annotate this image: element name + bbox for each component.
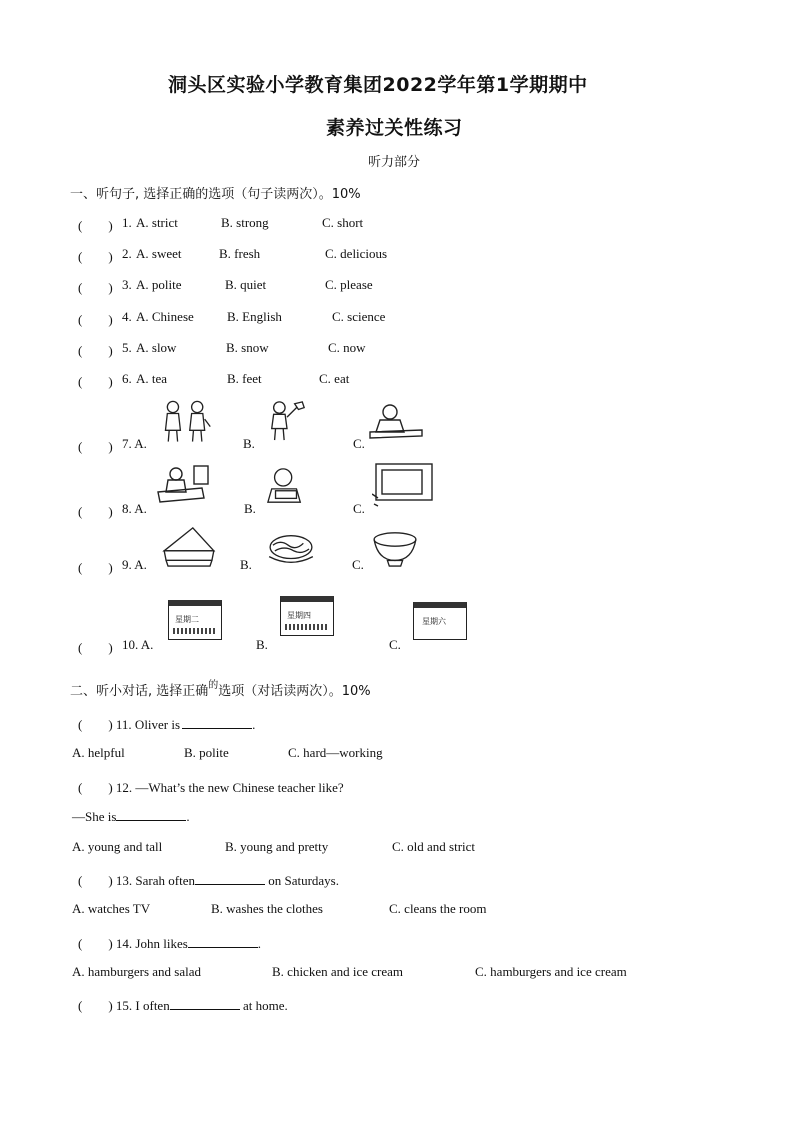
- sandwich-picture: [160, 526, 218, 568]
- question-number: 3.: [122, 277, 132, 292]
- calendar-label: 星期二: [175, 615, 199, 624]
- boy-at-desk-picture: [368, 402, 424, 442]
- answer-text: —She is: [72, 809, 117, 824]
- page-title: 洞头区实验小学教育集团2022学年第1学期期中: [168, 74, 588, 96]
- section-2-heading-mark: 的: [208, 680, 219, 691]
- question-text: ( ) 15. I often: [78, 998, 170, 1013]
- boy-cleaning-picture: [262, 466, 310, 506]
- calendar-picture: [413, 602, 467, 640]
- option-b: B. fresh: [219, 246, 261, 261]
- option-b: B.: [243, 436, 255, 451]
- option-c: C. now: [328, 340, 366, 355]
- two-girls-picture: [158, 398, 214, 444]
- noodles-picture: [264, 530, 318, 568]
- option-c: C. cleans the room: [389, 901, 487, 916]
- option-a: A. helpful: [72, 745, 125, 760]
- question-number: 7. A.: [122, 436, 147, 451]
- answer-bracket[interactable]: ( ): [78, 439, 113, 454]
- question-11-stem: ( ) 11. Oliver is .: [78, 717, 256, 732]
- calendar-label: 星期六: [422, 617, 446, 626]
- question-text-tail: at home.: [242, 998, 288, 1013]
- option-a: A. hamburgers and salad: [72, 964, 202, 979]
- answer-bracket[interactable]: ( ): [78, 280, 113, 295]
- answer-blank[interactable]: [116, 808, 186, 821]
- question-number: 2.: [122, 246, 132, 261]
- answer-bracket[interactable]: ( ): [78, 343, 113, 358]
- option-a: A. tea: [136, 371, 168, 386]
- option-c: C. hard—working: [288, 745, 383, 760]
- question-12-stem: ( ) 12. —What’s the new Chinese teacher like?: [78, 780, 344, 795]
- answer-bracket[interactable]: ( ): [78, 218, 113, 233]
- question-number: 9. A.: [122, 557, 147, 572]
- answer-bracket[interactable]: ( ): [78, 249, 113, 264]
- option-a: A. young and tall: [72, 839, 163, 854]
- option-c: C. eat: [319, 371, 350, 386]
- answer-bracket[interactable]: ( ): [78, 312, 113, 327]
- option-c: C.: [389, 637, 401, 652]
- answer-blank[interactable]: [188, 935, 258, 948]
- answer-bracket[interactable]: ( ): [78, 640, 113, 655]
- question-15-stem: [78, 995, 288, 1014]
- calendar-label: 星期四: [287, 611, 311, 620]
- option-c: C. delicious: [325, 246, 388, 261]
- option-b: B. feet: [227, 371, 262, 386]
- option-a: A. watches TV: [72, 901, 151, 916]
- option-a: A. Chinese: [136, 309, 194, 324]
- page-subtitle: 素养过关性练习: [326, 117, 463, 139]
- option-c: C. short: [322, 215, 364, 230]
- option-c: C.: [353, 501, 365, 516]
- answer-blank[interactable]: [170, 997, 240, 1010]
- option-c: C.: [353, 436, 365, 451]
- question-12-answer: —She is .: [72, 809, 190, 824]
- question-number: 5.: [122, 340, 132, 355]
- question-number: 1.: [122, 215, 132, 230]
- section-2-heading-pre: 二、听小对话, 选择正确: [70, 684, 209, 699]
- tv-picture: [372, 462, 434, 512]
- option-a: A. slow: [136, 340, 177, 355]
- question-14-stem: ( ) 14. John likes .: [78, 936, 262, 951]
- section-2-heading: [70, 680, 371, 699]
- girl-washing-picture: [156, 464, 212, 504]
- answer-blank[interactable]: [195, 872, 265, 885]
- question-text: ( ) 11. Oliver is: [78, 717, 181, 732]
- option-b: B. English: [227, 309, 282, 324]
- question-number: 10. A.: [122, 637, 154, 652]
- option-c: C. old and strict: [392, 839, 476, 854]
- option-b: B. snow: [226, 340, 269, 355]
- option-b: B. strong: [221, 215, 269, 230]
- option-b: B. quiet: [225, 277, 267, 292]
- option-b: B. washes the clothes: [211, 901, 323, 916]
- option-a: A. strict: [136, 215, 178, 230]
- boy-waving-picture: [266, 398, 308, 442]
- option-b: B. young and pretty: [225, 839, 329, 854]
- option-c: C. science: [332, 309, 386, 324]
- option-b: B.: [256, 637, 268, 652]
- option-b: B. chicken and ice cream: [272, 964, 404, 979]
- option-b: B.: [240, 557, 252, 572]
- question-text: ( ) 13. Sarah often: [78, 873, 195, 888]
- option-a: A. polite: [136, 277, 182, 292]
- option-a: A. sweet: [136, 246, 182, 261]
- question-13-stem: [78, 870, 339, 889]
- bowl-picture: [370, 530, 420, 568]
- answer-bracket[interactable]: ( ): [78, 374, 113, 389]
- calendar-picture: [280, 596, 334, 636]
- option-c: C. hamburgers and ice cream: [475, 964, 627, 979]
- question-text: ( ) 14. John likes: [78, 936, 188, 951]
- option-c: C.: [352, 557, 364, 572]
- section-1-heading: 一、听句子, 选择正确的选项（句子读两次）。10%: [70, 187, 361, 202]
- calendar-picture: [168, 600, 222, 640]
- question-number: 4.: [122, 309, 132, 324]
- answer-bracket[interactable]: ( ): [78, 560, 113, 575]
- answer-blank[interactable]: [182, 716, 252, 729]
- section-2-heading-post: 选项（对话读两次）。10%: [218, 684, 371, 699]
- question-number: 6.: [122, 371, 132, 386]
- option-c: C. please: [325, 277, 373, 292]
- part-label: 听力部分: [368, 155, 421, 170]
- question-number: 8. A.: [122, 501, 147, 516]
- option-b: B. polite: [184, 745, 229, 760]
- option-b: B.: [244, 501, 256, 516]
- question-text-tail: on Saturdays.: [268, 873, 339, 888]
- answer-bracket[interactable]: ( ): [78, 504, 113, 519]
